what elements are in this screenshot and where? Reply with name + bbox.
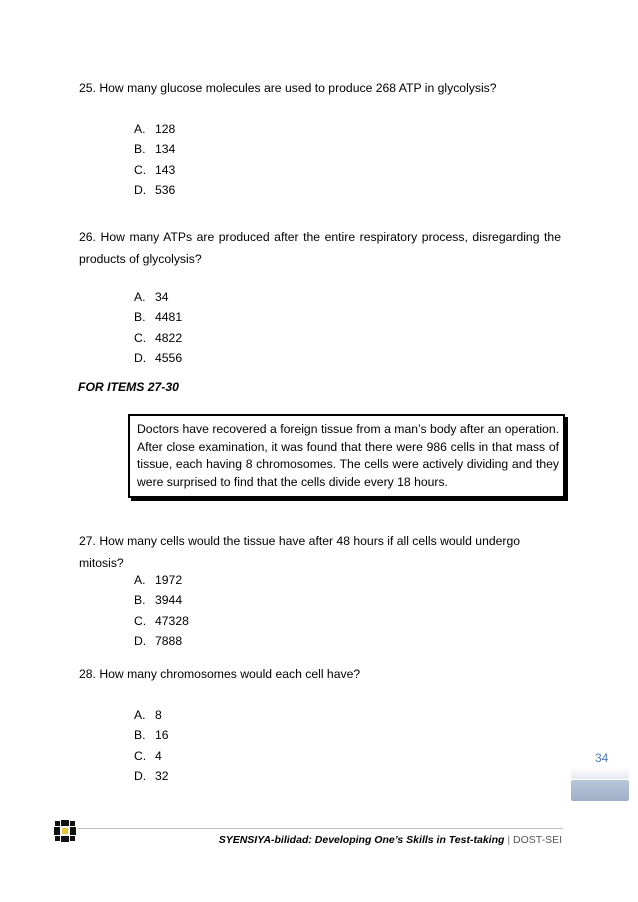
option-d[interactable]: D. 4556 [134, 350, 183, 365]
footer-org: DOST-SEI [512, 834, 562, 846]
question-27 [79, 530, 561, 574]
option-a[interactable]: A. 128 [134, 122, 176, 136]
option-c[interactable]: C. 143 [134, 162, 176, 177]
question-text: How many chromosomes would each cell have? [99, 667, 361, 681]
option-b[interactable]: B. 4481 [134, 310, 183, 325]
footer-divider [78, 828, 563, 829]
option-c[interactable]: C. 4 [134, 748, 162, 763]
question-text: How many cells would the tissue have after 48 hours if all cells would undergo mitosis? [79, 534, 521, 570]
option-d[interactable]: D. 536 [134, 182, 176, 197]
question-25 [79, 77, 561, 99]
page-tab [571, 780, 629, 801]
option-b[interactable]: B. 134 [134, 142, 176, 157]
dost-logo-icon [54, 820, 76, 842]
option-d[interactable]: D. 7888 [134, 633, 183, 648]
question-number: 28. [79, 667, 96, 681]
option-c[interactable]: C. 47328 [134, 613, 189, 628]
option-a[interactable]: A. 8 [134, 708, 162, 722]
page-tab-shadow [571, 767, 629, 779]
question-number: 27. [79, 534, 96, 548]
options-25 [134, 119, 175, 200]
question-number: 25. [79, 81, 96, 95]
footer-title: SYENSIYA-bilidad: Developing One’s Skills in Test-taking [218, 834, 505, 846]
footer [219, 834, 562, 846]
page-number: 34 [595, 751, 609, 765]
options-26 [134, 287, 182, 368]
options-27 [134, 570, 189, 651]
scenario-box: Doctors have recovered a foreign tissue from a man’s body after an operation. After close examination, it was found that there were 986 cells in that mass of tissue, each having 8 chromosomes. The cells were actively dividing and they were surprised to find that the cells divide every 18 hours. [128, 414, 565, 498]
question-26 [79, 226, 561, 270]
option-b[interactable]: B. 3944 [134, 593, 183, 608]
options-28 [134, 705, 169, 786]
option-b[interactable]: B. 16 [134, 728, 169, 743]
option-a[interactable]: A. 34 [134, 290, 169, 304]
section-title: FOR ITEMS 27-30 [78, 380, 179, 394]
option-d[interactable]: D. 32 [134, 768, 169, 783]
question-28 [79, 663, 561, 685]
option-c[interactable]: C. 4822 [134, 330, 183, 345]
question-text: How many ATPs are produced after the entire respiratory process, disregarding the products of glycolysis? [79, 230, 561, 266]
option-a[interactable]: A. 1972 [134, 573, 183, 587]
question-text: How many glucose molecules are used to produce 268 ATP in glycolysis? [99, 81, 497, 95]
footer-separator: | [507, 834, 511, 846]
question-number: 26. [79, 230, 96, 244]
